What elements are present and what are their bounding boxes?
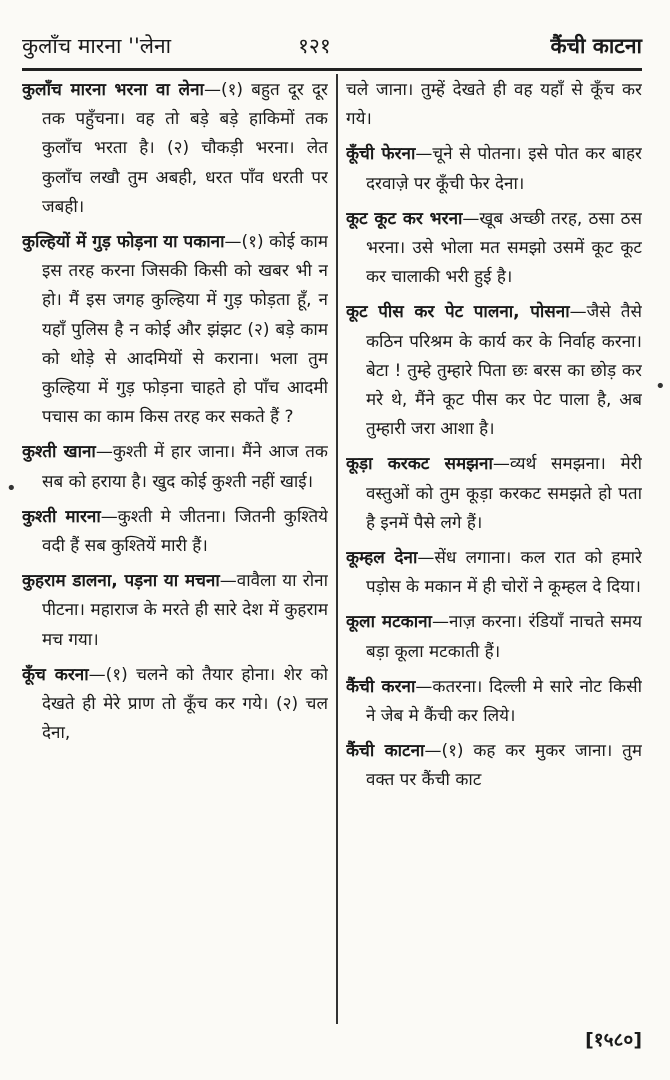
entry-definition: —व्यर्थ समझना। मेरी वस्तुओं को तुम कूड़ा करकट समझते हो पता है इनमें पैसे लगे हैं। bbox=[366, 454, 642, 533]
entry-definition: —कतरना। दिल्ली मे सारे नोट किसी ने जेब मे कैंची कर लिये। bbox=[366, 676, 642, 727]
entry-definition: चले जाना। तुम्हें देखते ही वह यहाँ से कूँच कर गये। bbox=[346, 80, 642, 130]
entry bbox=[22, 503, 328, 561]
entry bbox=[346, 608, 642, 666]
header-left-headword: कुलाँच मारना ''लेना bbox=[22, 34, 172, 58]
entry bbox=[22, 567, 328, 655]
entry-definition: —खूब अच्छी तरह, ठसा ठस भरना। उसे भोला मत समझो उसमें कूट कूट कर चालाकी भरी हुई है। bbox=[366, 208, 642, 288]
entry-definition: —(१) बहुत दूर दूर तक पहुँचना। वह तो बड़े बड़े हाकिमों तक कुलाँच भरता है। (२) चौकड़ी भरना। लेत कुलाँच लखौ तुम अबही, धरत पाँव धरती पर जबही। bbox=[42, 80, 328, 217]
entry bbox=[22, 228, 328, 432]
entry-definition: —सेंध लगाना। कल रात को हमारे पड़ोस के मकान में ही चोरों ने कूम्हल दे दिया। bbox=[366, 548, 642, 598]
entry-definition: —(१) कह कर मुकर जाना। तुम वक्त पर कैंची काट bbox=[366, 741, 642, 791]
entry-headword: कुश्ती मारना bbox=[22, 506, 101, 527]
entry-headword: कूड़ा करकट समझना bbox=[346, 454, 493, 475]
entry-headword: कुश्ती खाना bbox=[22, 442, 96, 463]
entry-headword: कूला मटकाना bbox=[346, 612, 432, 633]
entry bbox=[346, 737, 642, 795]
entry-headword: कैंची करना bbox=[346, 676, 416, 697]
entry bbox=[346, 298, 642, 444]
print-speck: • bbox=[6, 478, 17, 499]
entry-definition: —नाज़ करना। रंडियाँ नाचते समय बड़ा कूला मटकाती हैं। bbox=[366, 612, 642, 662]
entry-definition: —(१) कोई काम इस तरह करना जिसकी किसी को खबर भी न हो। मैं इस जगह कुल्हिया में गुड़ फोड़ता हूँ, न यहाँ पुलिस है न कोई और झंझट (२) बड़े काम को थोड़े से आदमियों से कराना। भला तुम कुल्हिया में गुड़ फोड़ना चाहते हो पाँच आदमी पचास का काम किस तरह कर सकते हैं ? bbox=[42, 232, 328, 428]
entry-headword: कूम्हल देना bbox=[346, 548, 418, 569]
left-column bbox=[22, 76, 328, 754]
entry-continuation bbox=[346, 76, 642, 134]
entry-headword: कुहराम डालना, पड़ना या मचना bbox=[22, 571, 220, 592]
entry-headword: कुलाँच मारना भरना वा लेना bbox=[22, 80, 204, 100]
page-number: १२१ bbox=[298, 34, 331, 58]
entry bbox=[346, 450, 642, 538]
entry-headword: कूँच करना bbox=[22, 664, 89, 685]
entry bbox=[346, 205, 642, 293]
entry-definition: —वावैला या रोना पीटना। महाराज के मरते ही सारे देश में कुहराम मच गया। bbox=[42, 571, 328, 650]
entry-definition: —जैसे तैसे कठिन परिश्रम के कार्य कर के निर्वाह करना। बेटा ! तुम्हे तुम्हारे पिता छः बरस का छोड़ कर मरे थे, मैंने कूट पीस कर पेट पाला है, अब तुम्हारी जरा आशा है। bbox=[366, 302, 642, 440]
entry-headword: कूट पीस कर पेट पालना, पोसना bbox=[346, 302, 570, 323]
entry-definition: —कुश्ती में हार जाना। मैंने आज तक सब को हराया है। खुद कोई कुश्ती नहीं खाई। bbox=[42, 442, 328, 492]
entry bbox=[22, 661, 328, 749]
header-right-headword: कैंची काटना bbox=[550, 34, 642, 58]
entry bbox=[22, 76, 328, 222]
header-rule bbox=[22, 68, 642, 71]
entry-definition: —चूने से पोतना। इसे पोत कर बाहर दरवाज़े पर कूँची फेर देना। bbox=[366, 144, 642, 194]
entry-headword: कैंची काटना bbox=[346, 741, 425, 762]
right-column bbox=[346, 76, 642, 802]
print-speck: • bbox=[655, 376, 666, 397]
page-header bbox=[22, 24, 642, 68]
entry bbox=[22, 438, 328, 496]
entry-headword: कूट कूट कर भरना bbox=[346, 208, 463, 229]
entry-headword: कूँची फेरना bbox=[346, 144, 416, 165]
sheet-number: [१५८०] bbox=[585, 1029, 642, 1051]
entry bbox=[346, 140, 642, 198]
entry bbox=[346, 544, 642, 602]
entry-headword: कुल्हियों में गुड़ फोड़ना या पकाना bbox=[22, 232, 225, 253]
entry-definition: —कुश्ती मे जीतना। जितनी कुश्तिये वदी हैं सब कुश्तियें मारी हैं। bbox=[42, 506, 328, 557]
entry-definition: —(१) चलने को तैयार होना। शेर को देखते ही मेरे प्राण तो कूँच कर गये। (२) चल देना, bbox=[42, 664, 328, 744]
entry bbox=[346, 673, 642, 731]
column-divider bbox=[336, 74, 338, 1024]
